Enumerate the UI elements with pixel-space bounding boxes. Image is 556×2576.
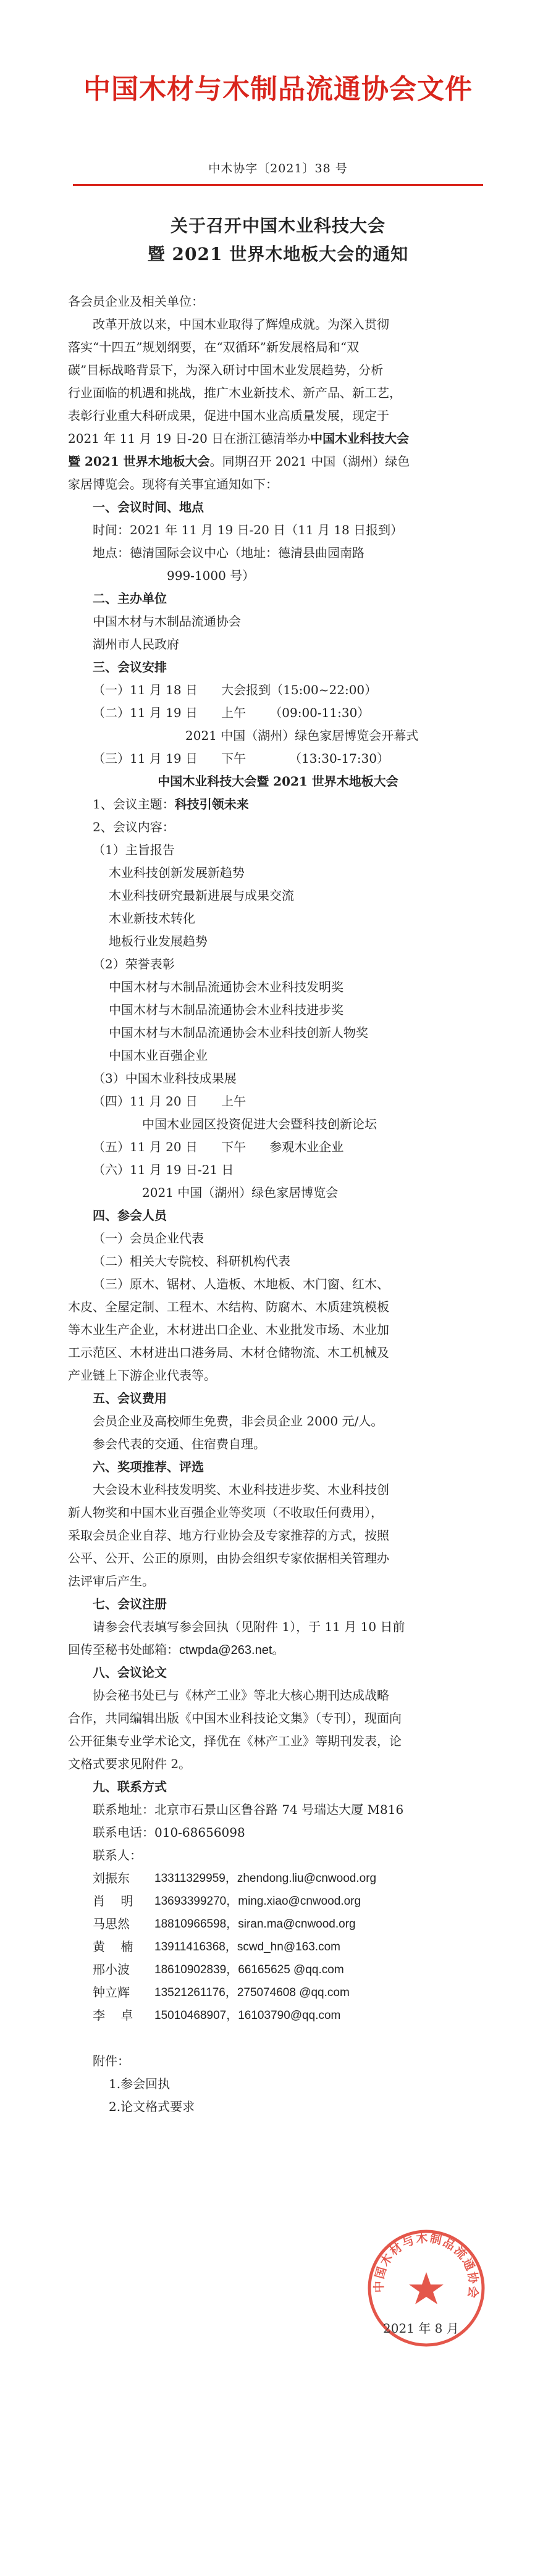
section-heading: 九、联系方式 — [93, 1779, 167, 1794]
schedule-row: （二）11 月 19 日 上午 （09:00-11:30） — [93, 705, 370, 720]
meeting-place: 地点：德清国际会议中心（地址：德清县曲园南路 — [93, 545, 364, 560]
intro-line: 碳”目标战略背景下，为深入研讨中国木业发展趋势，分析 — [68, 363, 384, 377]
content-subitem: 地板行业发展趋势 — [109, 934, 208, 949]
award-line: 新人物奖和中国木业百强企业等奖项（不收取任何费用）， — [68, 1505, 383, 1520]
contact-row — [68, 1867, 488, 1890]
attendee-item: （三）原木、锯材、人造板、木地板、木门窗、红木、 — [93, 1277, 389, 1291]
attendee-item-cont: 产业链上下游企业代表等。 — [68, 1368, 216, 1383]
registration-email-link[interactable]: ctwpda@263.net — [179, 1643, 272, 1657]
contacts-label: 联系人： — [93, 1848, 142, 1863]
contact-name: 钟立辉 — [93, 1985, 130, 2000]
content-subitem: 木业科技创新发展新趋势 — [109, 865, 245, 880]
intro-line — [68, 427, 488, 450]
contact-info[interactable]: 13521261176，275074608 @qq.com — [154, 1986, 350, 1999]
paper-line: 协会秘书处已与《林产工业》等北大核心期刊达成战略 — [93, 1688, 389, 1703]
intro-line — [68, 450, 488, 473]
greeting: 各会员企业及相关单位： — [68, 294, 204, 309]
contact-info[interactable]: 18810966598，siran.ma@cnwood.org — [154, 1918, 356, 1931]
paper-line: 公开征集专业学术论文，择优在《林产工业》等期刊发表，论 — [68, 1734, 402, 1748]
contact-name: 李 卓 — [93, 2008, 133, 2023]
intro-text: 。同期召开 2021 中国（湖州）绿色 — [209, 454, 410, 469]
section-heading: 八、会议论文 — [93, 1665, 167, 1680]
contact-phone: 联系电话：010-68656098 — [93, 1825, 245, 1840]
notice-body — [68, 290, 488, 2118]
content-subitem: 中国木材与木制品流通协会木业科技创新人物奖 — [109, 1025, 368, 1040]
meeting-place-cont: 999-1000 号） — [167, 568, 255, 583]
schedule-row: （五）11 月 20 日 下午 参观木业企业 — [93, 1139, 344, 1154]
content-subitem: 中国木材与木制品流通协会木业科技发明奖 — [109, 980, 343, 994]
schedule-row: （四）11 月 20 日 上午 — [93, 1094, 246, 1109]
section-heading: 一、会议时间、地点 — [93, 500, 204, 514]
theme-label: 1、会议主题： — [93, 797, 175, 812]
schedule-row: （三）11 月 19 日 下午 （13:30-17:30） — [93, 751, 390, 766]
section-heading: 二、主办单位 — [93, 591, 167, 606]
contact-name: 肖 明 — [93, 1894, 133, 1908]
organizer: 湖州市人民政府 — [93, 637, 179, 652]
contact-name: 邢小波 — [93, 1962, 130, 1977]
seal-star-icon — [409, 2272, 444, 2304]
section-heading: 四、参会人员 — [93, 1208, 167, 1223]
attendee-item-cont: 工示范区、木材进出口港务局、木材仓储物流、木工机械及 — [68, 1345, 389, 1360]
award-line: 法评审后产生。 — [68, 1574, 154, 1588]
attendee-item: （一）会员企业代表 — [93, 1231, 204, 1246]
contact-row — [68, 2004, 488, 2027]
intro-bold-text: 中国木业科技大会 — [310, 431, 410, 446]
content-subitem: 木业科技研究最新进展与成果交流 — [109, 888, 294, 903]
doc-number: 中木协字〔2021〕38 号 — [208, 162, 348, 175]
intro-bold-text: 暨 2021 世界木地板大会 — [68, 454, 210, 469]
contact-info[interactable]: 13693399270，ming.xiao@cnwood.org — [154, 1895, 361, 1908]
intro-line: 落实“十四五”规划纲要，在“双循环”新发展格局和“双 — [68, 340, 360, 355]
contact-row — [68, 1890, 488, 1913]
signoff-date: 2021 年 8 月 — [383, 2321, 459, 2336]
schedule-row: （一）11 月 18 日 大会报到（15:00~22:00） — [93, 682, 377, 697]
conference-title: 中国木业科技大会暨 2021 世界木地板大会 — [158, 774, 398, 789]
contact-info[interactable]: 18610902839，66165625 @qq.com — [154, 1963, 344, 1976]
award-line: 公平、公开、公正的原则，由协会组织专家依据相关管理办 — [68, 1551, 389, 1566]
registration-line: 请参会代表填写参会回执（见附件 1），于 11 月 10 日前 — [93, 1619, 405, 1634]
attachments-label: 附件： — [93, 2054, 130, 2068]
seal-text: 中国木材与木制品流通协会 — [372, 2231, 481, 2301]
contact-row — [68, 1913, 488, 1936]
org-title: 中国木材与木制品流通协会文件 — [83, 73, 473, 105]
schedule-sub: 2021 中国（湖州）绿色家居博览会 — [142, 1185, 339, 1200]
section-heading: 五、会议费用 — [93, 1391, 167, 1406]
fee-line: 会员企业及高校师生免费，非会员企业 2000 元/人。 — [93, 1414, 384, 1429]
red-divider — [73, 184, 483, 186]
contact-name: 黄 楠 — [93, 1939, 133, 1954]
contact-name: 刘振东 — [93, 1871, 130, 1886]
section-heading: 七、会议注册 — [93, 1596, 167, 1611]
contact-address: 联系地址：北京市石景山区鲁谷路 74 号瑞达大厦 M816 — [93, 1802, 404, 1817]
award-line: 采取会员企业自荐、地方行业协会及专家推荐的方式，按照 — [68, 1528, 389, 1543]
section-heading: 六、奖项推荐、评选 — [93, 1459, 204, 1474]
contact-row — [68, 1936, 488, 1958]
content-subitem: 木业新技术转化 — [109, 911, 195, 926]
paper-line: 文格式要求见附件 2。 — [68, 1756, 192, 1771]
conference-theme — [68, 793, 488, 816]
registration-line — [68, 1638, 488, 1661]
attendee-item-cont: 木皮、全屋定制、工程木、木结构、防腐木、木质建筑模板 — [68, 1299, 389, 1314]
notice-title-line1: 关于召开中国木业科技大会 — [170, 216, 385, 236]
intro-line: 表彰行业重大科研成果，促进中国木业高质量发展，现定于 — [68, 408, 389, 423]
organizer: 中国木材与木制品流通协会 — [93, 614, 241, 629]
contact-info[interactable]: 13311329959，zhendong.liu@cnwood.org — [154, 1872, 377, 1885]
contact-row — [68, 1981, 488, 2004]
theme-value: 科技引领未来 — [174, 797, 249, 812]
intro-line: 行业面临的机遇和挑战，推广木业新技术、新产品、新工艺， — [68, 385, 402, 400]
schedule-row: （六）11 月 19 日-21 日 — [93, 1162, 234, 1177]
intro-text: 2021 年 11 月 19 日-20 日在浙江德清举办 — [68, 431, 311, 446]
award-line: 大会设木业科技发明奖、木业科技进步奖、木业科技创 — [93, 1482, 389, 1497]
content-item: （1）主旨报告 — [93, 842, 175, 857]
notice-title-line2: 暨 2021 世界木地板大会的通知 — [147, 244, 409, 264]
paper-line: 合作，共同编辑出版《中国木业科技论文集》（专刊），现面向 — [68, 1711, 402, 1726]
content-item: （2）荣誉表彰 — [93, 957, 175, 971]
spacer — [68, 2027, 488, 2050]
intro-line: 改革开放以来，中国木业取得了辉煌成就。为深入贯彻 — [93, 317, 389, 332]
schedule-sub: 2021 中国（湖州）绿色家居博览会开幕式 — [185, 728, 419, 743]
content-subitem: 中国木业百强企业 — [109, 1048, 208, 1063]
attendee-item: （二）相关大专院校、科研机构代表 — [93, 1254, 290, 1269]
content-subitem: 中国木材与木制品流通协会木业科技进步奖 — [109, 1002, 343, 1017]
fee-line: 参会代表的交通、住宿费自理。 — [93, 1437, 266, 1451]
meeting-time: 时间：2021 年 11 月 19 日-20 日（11 月 18 日报到） — [93, 522, 403, 537]
contact-name: 马思然 — [93, 1916, 130, 1931]
registration-text: 回传至秘书处邮箱： — [68, 1642, 179, 1657]
section-heading: 三、会议安排 — [93, 660, 167, 674]
schedule-sub: 中国木业园区投资促进大会暨科技创新论坛 — [142, 1117, 377, 1131]
contact-info[interactable]: 13911416368，scwd_hn@163.com — [154, 1940, 340, 1953]
content-label: 2、会议内容： — [93, 820, 175, 834]
contact-info[interactable]: 15010468907，16103790@qq.com — [154, 2009, 341, 2022]
attendee-item-cont: 等木业生产企业，木材进出口企业、木业批发市场、木业加 — [68, 1322, 389, 1337]
intro-line: 家居博览会。现将有关事宜通知如下： — [68, 477, 278, 492]
contact-row — [68, 1958, 488, 1981]
attachment-item[interactable]: 1.参会回执 — [109, 2076, 171, 2091]
attachment-item[interactable]: 2.论文格式要求 — [109, 2099, 195, 2114]
registration-text: 。 — [272, 1642, 285, 1657]
content-item: （3）中国木业科技成果展 — [93, 1071, 237, 1086]
